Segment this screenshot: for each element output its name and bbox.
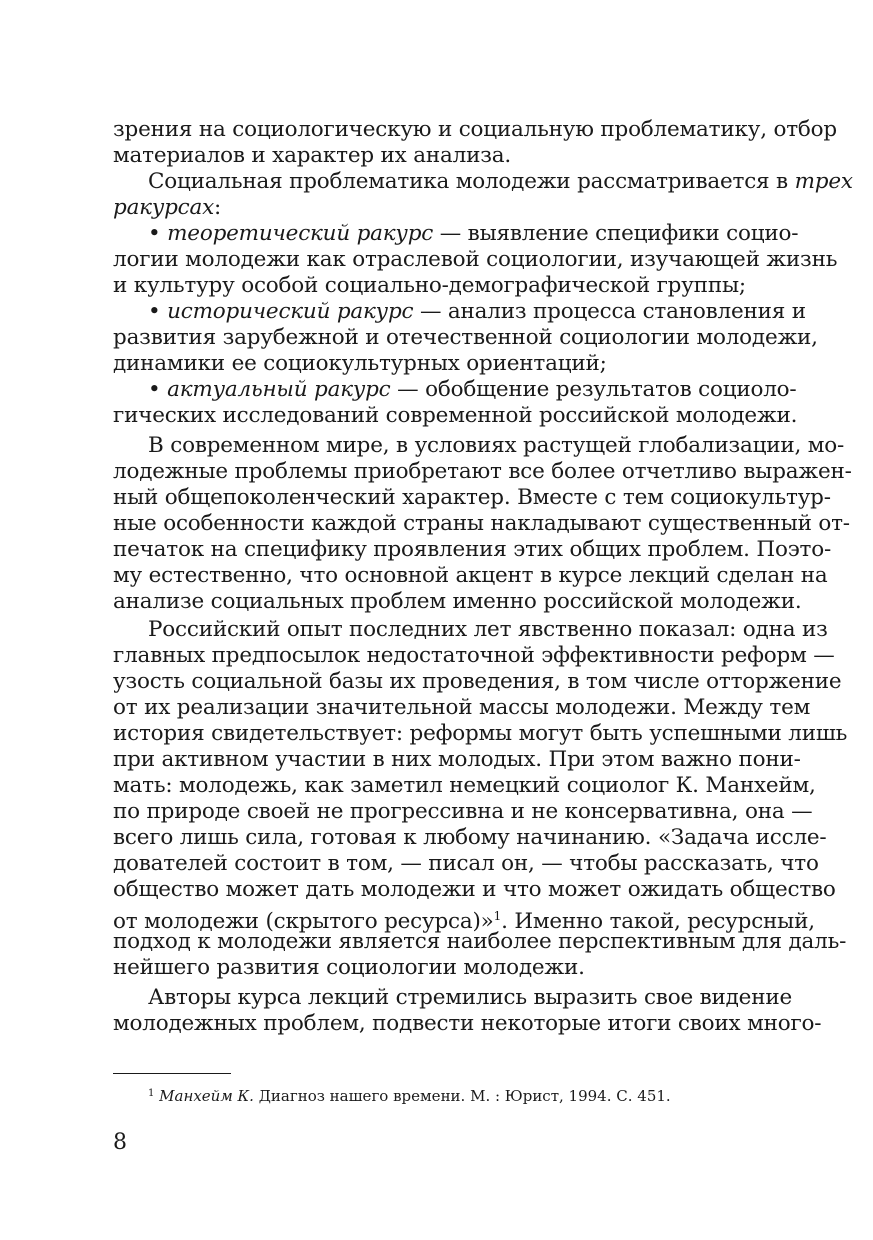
text-line: по природе своей не прогрессивна и не консервативна, она —	[113, 799, 813, 824]
text-line: всего лишь сила, готовая к любому начинанию. «Задача иссле-	[113, 825, 827, 850]
text-line: дователей состоит в том, — писал он, — чтобы рассказать, что	[113, 851, 819, 876]
text-line: нейшего развития социологии молодежи.	[113, 955, 585, 980]
text-line: В современном мире, в условиях растущей глобализации, мо-	[148, 433, 845, 458]
text-line: зрения на социологическую и социальную проблематику, отбор	[113, 117, 837, 142]
text-line: ные особенности каждой страны накладывают существенный от-	[113, 511, 850, 536]
text-line: му естественно, что основной акцент в курсе лекций сделан на	[113, 563, 828, 588]
text-line: Российский опыт последних лет явственно показал: одна из	[148, 617, 828, 642]
text-line: история свидетельствует: реформы могут быть успешными лишь	[113, 721, 848, 746]
text-line: при активном участии в них молодых. При этом важно пони-	[113, 747, 801, 772]
text-line: подход к молодежи является наиболее перспективным для даль-	[113, 929, 847, 954]
bullet-line: • теоретический ракурс — выявление специфики социо-	[148, 221, 799, 246]
bullet-icon: •	[148, 299, 161, 324]
footnote-author: Манхейм К.	[159, 1087, 254, 1105]
bullet-line: • актуальный ракурс — обобщение результатов социоло-	[148, 377, 797, 402]
page-number: 8	[113, 1130, 127, 1155]
text-line: общество может дать молодежи и что может ожидать общество	[113, 877, 836, 902]
text-line: молодежных проблем, подвести некоторые итоги своих много-	[113, 1011, 822, 1036]
text-line: развития зарубежной и отечественной социологии молодежи,	[113, 325, 818, 350]
text-line: узость социальной базы их проведения, в том числе отторжение	[113, 669, 842, 694]
footnote-ref[interactable]: 1	[493, 909, 502, 923]
bullet-icon: •	[148, 221, 161, 246]
text-line: от молодежи (скрытого ресурса)»$^1$. Именно такой, ресурсный,	[113, 909, 815, 934]
text-line: ный общепоколенческий характер. Вместе с тем социокультур-	[113, 485, 831, 510]
text-line: Авторы курса лекций стремились выразить свое видение	[148, 985, 792, 1010]
text-line: логии молодежи как отраслевой социологии, изучающей жизнь	[113, 247, 838, 272]
text-line: от их реализации значительной массы молодежи. Между тем	[113, 695, 811, 720]
text-line: печаток на специфику проявления этих общих проблем. Поэто-	[113, 537, 832, 562]
footnote-text: Диагноз нашего времени. М. : Юрист, 1994. С. 451.	[258, 1087, 671, 1105]
text-line: Социальная проблематика молодежи рассматривается в трех	[148, 169, 853, 194]
bullet-icon: •	[148, 377, 161, 402]
footnote-divider	[113, 1073, 231, 1074]
text-line: гических исследований современной российской молодежи.	[113, 403, 798, 428]
text-line: динамики ее социокультурных ориентаций;	[113, 351, 607, 376]
text-line: материалов и характер их анализа.	[113, 143, 511, 168]
text-line: и культуру особой социально-демографической группы;	[113, 273, 746, 298]
text-line: ракурсах:	[113, 195, 222, 220]
text-line: анализе социальных проблем именно российской молодежи.	[113, 589, 802, 614]
bullet-line: • исторический ракурс — анализ процесса становления и	[148, 299, 806, 324]
text-line: главных предпосылок недостаточной эффективности реформ —	[113, 643, 835, 668]
text-line: лодежные проблемы приобретают все более отчетливо выражен-	[113, 459, 852, 484]
footnote: $^1$ Манхейм К. Диагноз нашего времени. М. : Юрист, 1994. С. 451.	[148, 1087, 671, 1105]
text-line: мать: молодежь, как заметил немецкий социолог К. Манхейм,	[113, 773, 816, 798]
